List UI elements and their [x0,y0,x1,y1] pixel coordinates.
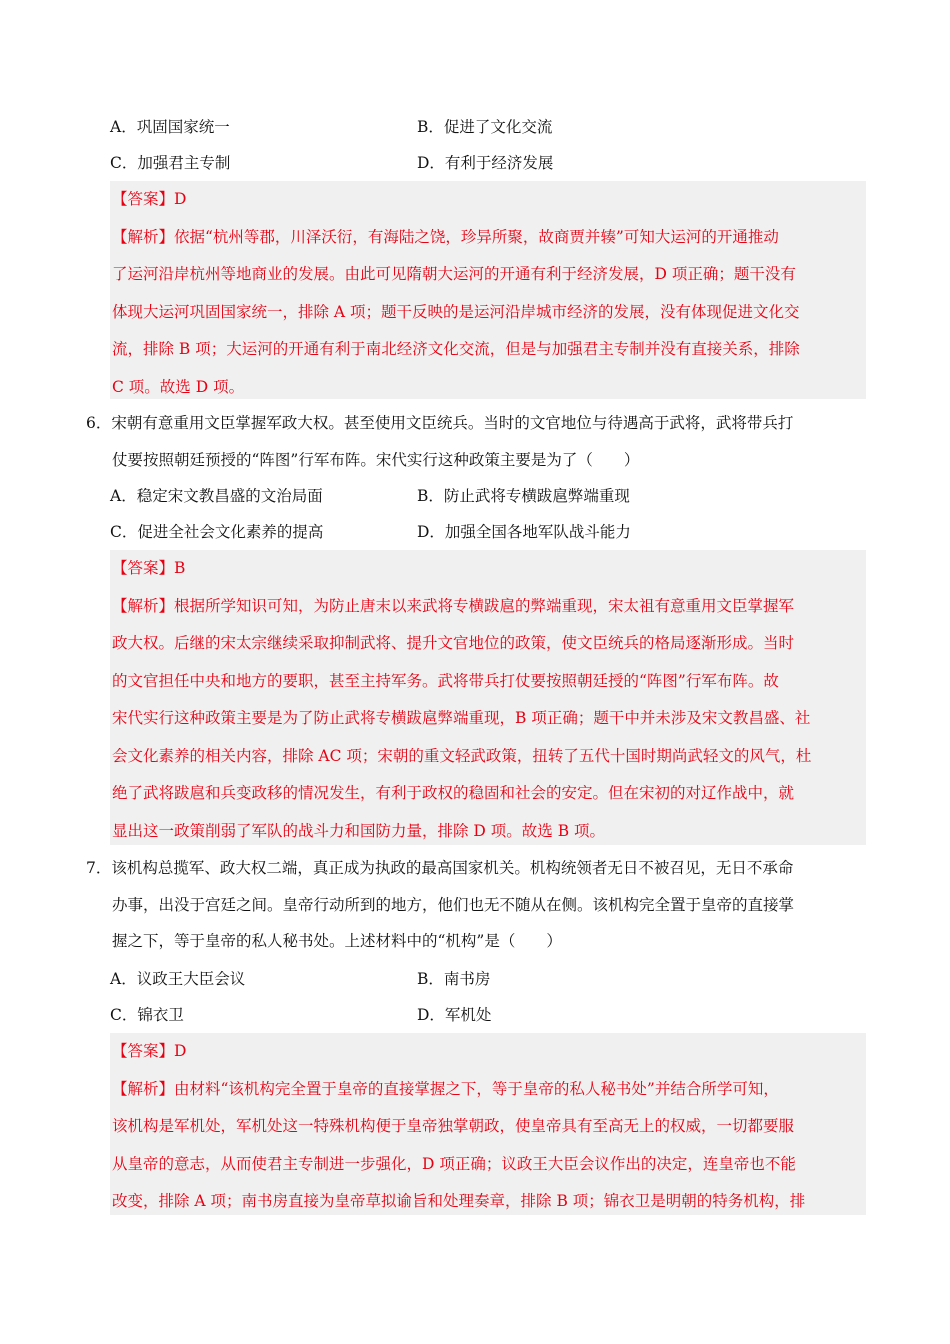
q7-option-a: A．议政王大臣会议 [110,970,246,988]
q6-analysis-line: 宋代实行这种政策主要是为了防止武将专横跋扈弊端重现，B 项正确；题干中并未涉及宋文教昌盛、社 [112,709,811,727]
q6-option-b: B．防止武将专横跋扈弊端重现 [417,487,630,505]
q5-answer: 【答案】D [112,190,187,208]
q7-analysis-line: 该机构是军机处，军机处这一特殊机构便于皇帝独掌朝政，使皇帝具有至高无上的权威，一切都要服 [112,1117,795,1135]
q7-answer: 【答案】D [112,1042,187,1060]
q6-analysis-line: 政大权。后继的宋太宗继续采取抑制武将、提升文官地位的政策，使文臣统兵的格局逐渐形成。当时 [112,634,795,652]
q5-analysis-line: C 项。故选 D 项。 [112,377,245,396]
q6-option-row-1 [110,478,870,514]
q5-analysis-line: 了运河沿岸杭州等地商业的发展。由此可见隋朝大运河的开通有利于经济发展，D 项正确；题干没有 [112,265,796,283]
q7-analysis-line: 从皇帝的意志，从而使君主专制进一步强化，D 项正确；议政王大臣会议作出的决定，连皇帝也不能 [112,1154,796,1173]
q6-option-a: A．稳定宋文教昌盛的文治局面 [110,487,323,505]
q7-stem [86,850,866,960]
q6-stem-line: 6．宋朝有意重用文臣掌握军政大权。甚至使用文臣统兵。当时的文官地位与待遇高于武将，武将带兵打 [86,414,794,432]
q7-stem-line: 7．该机构总揽军、政大权二端，真正成为执政的最高国家机关。机构统领者无日不被召见，无日不承命 [86,859,794,877]
q6-stem [86,405,866,478]
q6-analysis-line: 的文官担任中央和地方的要职，甚至主持军务。武将带兵打仗要按照朝廷授的“阵图”行军布阵。故 [112,671,779,690]
q7-analysis-line: 【解析】由材料“该机构完全置于皇帝的直接掌握之下，等于皇帝的私人秘书处”并结合所学可知， [112,1079,779,1098]
q6-option-d: D．加强全国各地军队战斗能力 [417,523,631,541]
q5-answer-block [110,181,866,399]
q7-option-c: C．锦衣卫 [110,1006,184,1024]
q6-options [110,478,870,550]
q6-answer: 【答案】B [112,559,186,577]
q5-option-row-1 [110,109,870,145]
q7-option-row-2 [110,997,870,1033]
q5-analysis-line: 体现大运河巩固国家统一，排除 A 项；题干反映的是运河沿岸城市经济的发展，没有体现促进文化交 [112,302,800,321]
q7-stem-line: 握之下，等于皇帝的私人秘书处。上述材料中的“机构”是（ ） [112,932,562,950]
q5-option-row-2 [110,145,870,181]
q6-analysis-line: 会文化素养的相关内容，排除 AC 项；宋朝的重文轻武政策，扭转了五代十国时期尚武轻文的风气，杜 [112,746,812,765]
q7-option-d: D．军机处 [417,1006,492,1024]
q5-options [110,109,870,181]
q6-option-c: C．促进全社会文化素养的提高 [110,523,324,541]
q6-stem-line: 仗要按照朝廷预授的“阵图”行军布阵。宋代实行这种政策主要是为了（ ） [112,450,640,469]
q7-options [110,961,870,1033]
q6-analysis-line: 绝了武将跋扈和兵变政移的情况发生，有利于政权的稳固和社会的安定。但在宋初的对辽作战中，就 [112,784,795,802]
q7-analysis-line: 改变，排除 A 项；南书房直接为皇帝草拟谕旨和处理奏章，排除 B 项；锦衣卫是明朝的特务机构，排 [112,1192,806,1210]
q5-option-a: A．巩固国家统一 [110,118,230,136]
q6-answer-block [110,550,866,845]
q5-analysis-line: 【解析】依据“杭州等郡，川泽沃衍，有海陆之饶，珍异所聚，故商贾并辏”可知大运河的开通推动 [112,227,779,246]
q7-option-row-1 [110,961,870,997]
q6-analysis-line: 【解析】根据所学知识可知，为防止唐末以来武将专横跋扈的弊端重现，宋太祖有意重用文臣掌握军 [112,596,795,615]
q6-option-row-2 [110,514,870,550]
q5-option-c: C．加强君主专制 [110,154,231,172]
q7-option-b: B．南书房 [417,970,491,988]
q5-analysis-line: 流，排除 B 项；大运河的开通有利于南北经济文化交流，但是与加强君主专制并没有直接关系，排除 [112,340,800,358]
q6-analysis-line: 显出这一政策削弱了军队的战斗力和国防力量，排除 D 项。故选 B 项。 [112,821,606,840]
q7-stem-line: 办事，出没于宫廷之间。皇帝行动所到的地方，他们也无不随从在侧。该机构完全置于皇帝的直接掌 [112,895,795,914]
q5-option-d: D．有利于经济发展 [417,154,554,172]
q5-option-b: B．促进了文化交流 [417,118,553,136]
q7-answer-block [110,1033,866,1215]
